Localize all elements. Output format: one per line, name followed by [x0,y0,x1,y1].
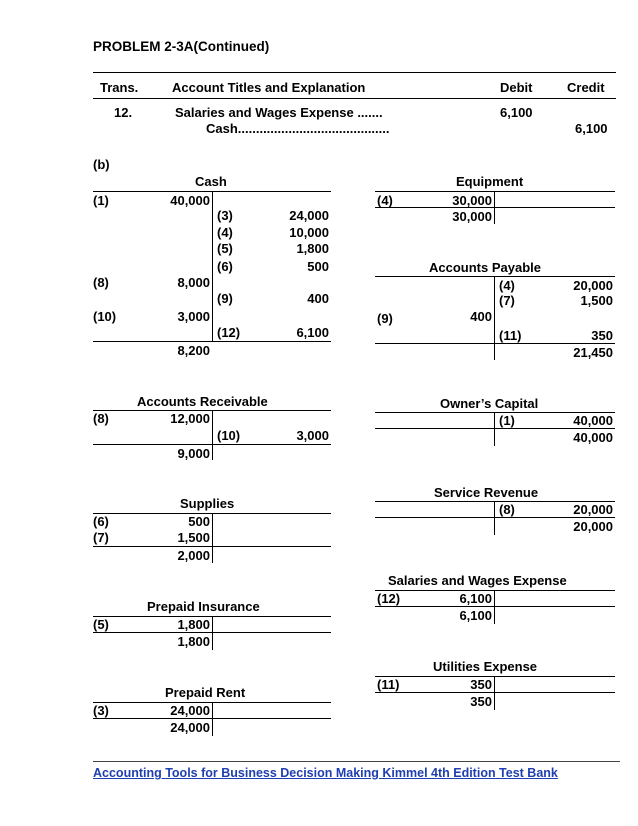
debit-ref: (12) [377,591,401,606]
t-stem [494,590,495,624]
debit-amount: 350 [470,677,492,692]
footer-link[interactable]: Accounting Tools for Business Decision Making Kimmel 4th Edition Test Bank [93,766,558,780]
credit-ref: (8) [499,502,515,517]
debit-ref: (11) [377,677,400,692]
debit-amount: 1,500 [177,530,210,545]
part-label: (b) [93,157,110,172]
credit-amount: 24,000 [289,208,329,223]
t-top-rule [375,590,615,591]
account-title: Cash [195,174,227,189]
debit-amount: 40,000 [170,193,210,208]
col-header-debit: Debit [500,80,533,95]
account-title: Service Revenue [434,485,539,500]
footer-rule [93,761,620,762]
credit-amount: 10,000 [289,225,329,240]
credit-ref: (9) [217,291,233,306]
balance-amount: 6,100 [459,608,492,623]
t-stem [212,191,213,341]
total-rule [375,428,615,429]
credit-amount: 3,000 [296,428,329,443]
debit-ref: (10) [93,309,117,324]
credit-amount: 1,500 [580,293,613,308]
balance-amount: 2,000 [177,548,210,563]
debit-amount: 24,000 [170,703,210,718]
entry-debit-account: Salaries and Wages Expense ....... [175,105,383,120]
t-stem [494,276,495,360]
debit-amount: 500 [188,514,210,529]
debit-ref: (4) [377,193,393,208]
balance-amount: 30,000 [452,209,492,224]
t-stem [212,410,213,460]
credit-ref: (12) [217,325,241,340]
debit-ref: (9) [377,311,393,326]
debit-amount: 30,000 [452,193,492,208]
account-title: Accounts Receivable [137,394,268,409]
col-header-credit: Credit [567,80,605,95]
debit-amount: 8,000 [177,275,210,290]
credit-ref: (4) [499,278,515,293]
total-rule [375,343,615,344]
credit-ref: (6) [217,259,233,274]
balance-amount: 9,000 [177,446,210,461]
balance-amount: 1,800 [177,634,210,649]
t-top-rule [375,276,615,277]
credit-amount: 40,000 [573,413,613,428]
credit-ref: (10) [217,428,241,443]
total-rule [93,718,331,719]
debit-amount: 1,800 [177,617,210,632]
balance-amount: 20,000 [573,519,613,534]
col-header-trans: Trans. [100,80,139,95]
credit-amount: 350 [591,328,613,343]
entry-credit-account: Cash.......................................... [206,121,390,136]
problem-title: PROBLEM 2-3A(Continued) [93,39,270,54]
t-top-rule [375,191,615,192]
debit-ref: (6) [93,514,109,529]
t-stem [212,616,213,650]
debit-amount: 400 [470,309,492,324]
header-rule [93,72,616,73]
credit-ref: (7) [499,293,515,308]
balance-amount: 24,000 [170,720,210,735]
credit-amount: 1,800 [296,241,329,256]
account-title: Utilities Expense [433,659,538,674]
entry-number: 12. [114,105,133,120]
t-stem [212,513,213,563]
total-rule [93,546,331,547]
debit-amount: 3,000 [177,309,210,324]
total-rule [375,606,615,607]
total-rule [375,692,615,693]
account-title: Supplies [180,496,235,511]
debit-amount: 12,000 [170,411,210,426]
balance-amount: 40,000 [573,430,613,445]
total-rule [93,444,331,445]
credit-amount: 20,000 [573,278,613,293]
credit-amount: 20,000 [573,502,613,517]
total-rule [93,341,331,342]
credit-ref: (11) [499,328,522,343]
account-title: Owner’s Capital [440,396,539,411]
credit-amount: 400 [307,291,329,306]
debit-ref: (8) [93,411,109,426]
t-stem [494,676,495,710]
credit-ref: (5) [217,241,233,256]
total-rule [375,517,615,518]
credit-amount: 500 [307,259,329,274]
col-header-account: Account Titles and Explanation [172,80,366,95]
header-under-rule [93,98,616,99]
t-stem [212,702,213,736]
debit-ref: (1) [93,193,109,208]
t-stem [494,412,495,446]
credit-amount: 6,100 [296,325,329,340]
debit-ref: (8) [93,275,109,290]
entry-credit-amount: 6,100 [575,121,608,136]
account-title: Accounts Payable [429,260,541,275]
total-rule [375,207,615,208]
account-title: Prepaid Insurance [147,599,260,614]
credit-ref: (1) [499,413,515,428]
debit-ref: (5) [93,617,109,632]
balance-amount: 8,200 [177,343,210,358]
t-stem [494,501,495,535]
total-rule [93,632,331,633]
balance-amount: 350 [470,694,492,709]
credit-ref: (4) [217,225,233,240]
balance-amount: 21,450 [573,345,613,360]
credit-ref: (3) [217,208,233,223]
debit-amount: 6,100 [459,591,492,606]
account-title: Salaries and Wages Expense [388,573,567,588]
debit-ref: (7) [93,530,109,545]
t-top-rule [375,676,615,677]
debit-ref: (3) [93,703,109,718]
account-title: Equipment [456,174,524,189]
entry-debit-amount: 6,100 [500,105,533,120]
account-title: Prepaid Rent [165,685,246,700]
